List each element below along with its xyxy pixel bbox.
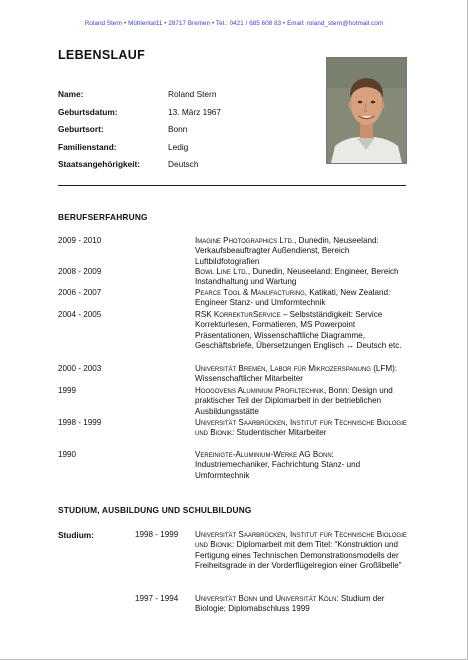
personal-row-birthplace — [58, 124, 328, 142]
entry-text: , Katikati, New Zealand: Engineer Stanz- und Umformtechnik — [195, 288, 391, 308]
personal-label: Familienstand: — [58, 141, 117, 152]
personal-label: Geburtsort: — [58, 124, 104, 134]
personal-value: Bonn — [168, 124, 188, 134]
entry-text: , Dunedin, Neuseeland: Engineer, Bereich Instandhaltung und Wartung — [195, 267, 399, 287]
personal-label: Staatsangehörigkeit: — [58, 159, 141, 169]
entry-org: Imagine Photographics Ltd. — [195, 236, 295, 245]
entry-description — [195, 450, 410, 481]
personal-row-nationality — [58, 159, 328, 177]
entry-dates: 1997 - 1994 — [135, 594, 179, 603]
entry-description — [195, 364, 410, 385]
entry-dates: 2008 - 2009 — [58, 267, 102, 276]
entry-description — [195, 288, 410, 309]
entry-description — [195, 594, 410, 615]
entry-org: Universität Saarbrücken, Institut für Technische Biologie und Bionik — [195, 530, 407, 550]
entry-dates: 1998 - 1999 — [58, 418, 102, 427]
personal-value: Roland Stern — [168, 89, 217, 99]
personal-value: Deutsch — [168, 159, 199, 169]
page-title: LEBENSLAUF — [58, 48, 146, 62]
entry-description — [195, 267, 410, 288]
entry-org: Universität Bonn — [195, 594, 258, 603]
entry-org: Universität Bremen, Labor für Mikrozerspanung — [195, 364, 371, 373]
entry-dates: 1999 — [58, 386, 77, 395]
entry-text: : Studentischer Mitarbeiter — [231, 428, 327, 438]
contact-line: Roland Stern • Mühlental11 • 28717 Bremen • Tel.: 0421 / 685 608 83 • Email: roland_stern@hotmail.com — [84, 20, 384, 27]
personal-row-marital-status — [58, 142, 328, 160]
personal-data — [58, 89, 328, 177]
entry-description — [195, 236, 410, 267]
entry-dates: 1990 — [58, 450, 77, 459]
section-divider — [58, 185, 406, 186]
personal-label: Geburtsdatum: — [58, 106, 118, 117]
entry-org: Hoogovens Aluminium Profiltechnik — [195, 386, 324, 395]
education-label: Studium: — [58, 530, 94, 540]
entry-description — [195, 418, 410, 439]
entry-text: , Bonn: Design und praktischer Teil der Diplomarbeit in der betrieblichen Ausbildungsstätte — [195, 386, 393, 416]
entry-text: : Industriemechaniker, Fachrichtung Stanz- und Umformtechnik — [195, 450, 361, 480]
entry-description — [195, 530, 410, 572]
entry-dates: 2000 - 2003 — [58, 364, 102, 373]
entry-text: – Selbstständigkeit: Service Korrekturlesen, Formatieren, MS Powerpoint Präsentationen, Wissenschaftliche Diagramme, Geschäftsbriefe, Übersetzungen Englisch ↔ Deutsch etc. — [195, 310, 402, 351]
entry-org-secondary: Universität Köln — [275, 594, 337, 603]
portrait-photo — [326, 57, 407, 164]
personal-value: 13. März 1967 — [168, 106, 222, 117]
entry-text: , Dunedin, Neuseeland: Verkaufsbeauftragter Außendienst, Bereich Luftbildfotografien — [195, 236, 379, 266]
personal-value: Ledig — [168, 141, 189, 152]
entry-text: : Studium der Biologie; Diplomabschluss 1999 — [195, 594, 385, 614]
entry-org: RSK KorrekturService — [195, 310, 281, 319]
entry-dates: 2009 - 2010 — [58, 236, 102, 245]
education-heading: STUDIUM, AUSBILDUNG UND SCHULBILDUNG — [58, 505, 252, 515]
entry-description — [195, 386, 410, 417]
entry-text-connector: und — [257, 594, 276, 603]
entry-description — [195, 310, 410, 352]
portrait-image — [327, 58, 406, 163]
entry-text: (LFM): Wissenschaftlicher Mitarbeiter — [195, 364, 398, 384]
experience-heading: BERUFSERFAHRUNG — [58, 212, 148, 222]
entry-dates: 2004 - 2005 — [58, 310, 102, 319]
entry-dates: 2006 - 2007 — [58, 288, 102, 297]
entry-text: : Diplomarbeit mit dem Titel: “Konstruktion und Fertigung eines Technischen Demonstrationsmodells der Freiheitsgrade in der Vorderflügelregion einer Großlibelle” — [195, 540, 402, 571]
entry-org: Vereinigte-Aluminium-Werke AG Bonn — [195, 450, 332, 459]
entry-dates: 1998 - 1999 — [135, 530, 179, 539]
personal-label: Name: — [58, 89, 84, 99]
entry-org: Universität Saarbrücken, Institut für Technische Biologie und Bionik — [195, 418, 407, 438]
entry-org: Pearce Tool & Manufacturing — [195, 288, 305, 297]
entry-org: Bowl Line Ltd. — [195, 267, 248, 276]
personal-row-birthdate — [58, 107, 328, 125]
personal-row-name — [58, 89, 328, 107]
